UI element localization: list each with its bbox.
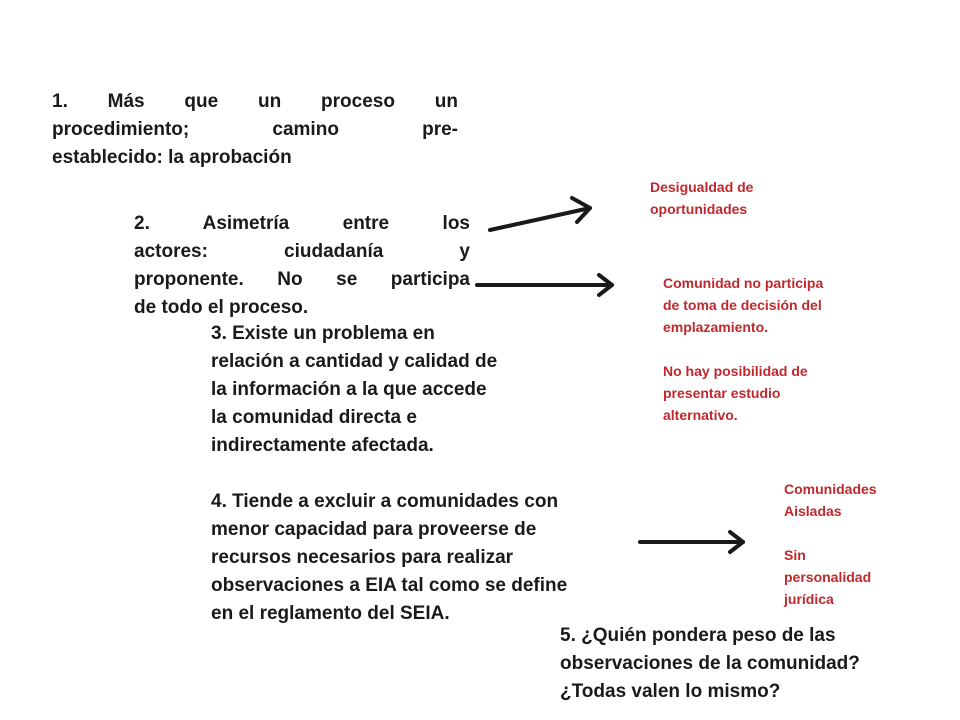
text-line: procedimiento; camino pre- (52, 119, 458, 140)
note-line: Comunidad no participa (663, 275, 824, 291)
note-line: de toma de decisión del (663, 297, 822, 313)
text-line: relación a cantidad y calidad de (211, 351, 498, 372)
text-line: ¿Todas valen lo mismo? (560, 681, 781, 702)
text-line: 3. Existe un problema en (211, 323, 435, 344)
text-line: observaciones de la comunidad? (560, 653, 860, 674)
text-line: indirectamente afectada. (211, 435, 434, 456)
note-line: alternativo. (663, 407, 738, 423)
note-line: No hay posibilidad de (663, 363, 808, 379)
note-line: Desigualdad de (650, 179, 754, 195)
note-line: oportunidades (650, 201, 748, 217)
note-line: Aisladas (784, 503, 842, 519)
text-line: proponente. No se participa (134, 269, 470, 290)
text-line: 2. Asimetría entre los (134, 213, 470, 234)
text-line: recursos necesarios para realizar (211, 547, 514, 568)
arrow-right-icon (640, 532, 743, 552)
arrow-right-icon (477, 275, 612, 295)
note-line: emplazamiento. (663, 319, 769, 335)
note-line: presentar estudio (663, 385, 781, 401)
text-line: la comunidad directa e (211, 407, 417, 428)
text-line: establecido: la aprobación (52, 147, 292, 168)
note-line: Sin (784, 547, 806, 563)
note-line: Comunidades (784, 481, 877, 497)
text-line: actores: ciudadanía y (134, 241, 470, 262)
text-line: 4. Tiende a excluir a comunidades con (211, 491, 559, 512)
text-line: 5. ¿Quién pondera peso de las (560, 625, 836, 646)
text-line: 1. Más que un proceso un (52, 91, 458, 112)
text-line: de todo el proceso. (134, 297, 309, 318)
text-line: en el reglamento del SEIA. (211, 603, 450, 624)
text-line: observaciones a EIA tal como se define (211, 575, 568, 596)
note-line: personalidad (784, 569, 872, 585)
note-line: jurídica (784, 591, 834, 607)
arrow-right-icon (490, 198, 590, 230)
text-line: la información a la que accede (211, 379, 487, 400)
text-line: menor capacidad para proveerse de (211, 519, 537, 540)
